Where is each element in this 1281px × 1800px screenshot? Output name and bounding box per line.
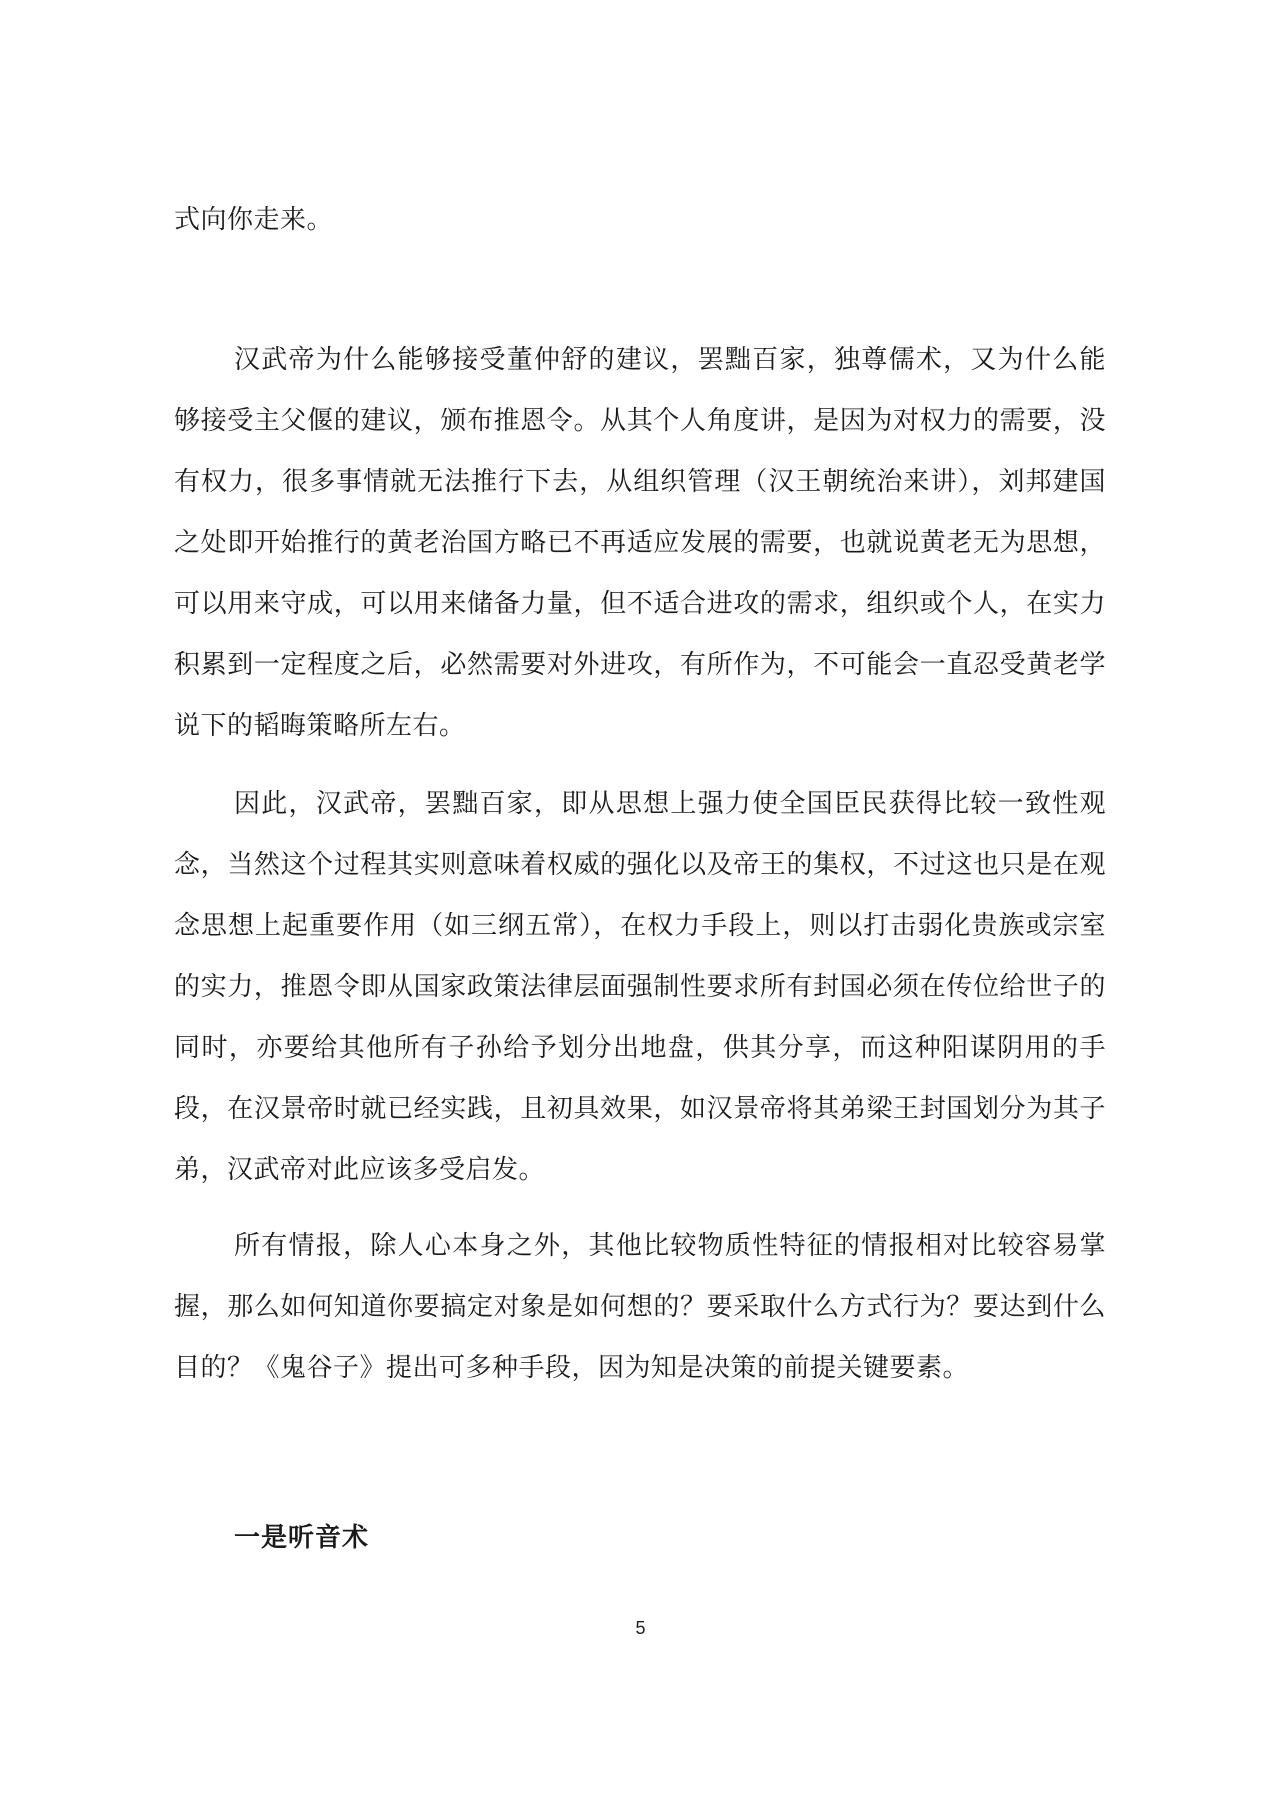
paragraph-continuation: 式向你走来。 xyxy=(174,205,334,235)
paragraph-intelligence: 所有情报，除人心本身之外，其他比较物质性特征的情报相对比较容易掌握，那么如何知道你要搞定对象是如何想的？要采取什么方式行为？要达到什么目的？《鬼谷子》提出可多种手段，因为知是决策的前提关键要素。 xyxy=(174,1231,1106,1383)
paragraph-emperor-wu-reasons: 汉武帝为什么能够接受董仲舒的建议，罢黜百家，独尊儒术，又为什么能够接受主父偃的建议，颁布推恩令。从其个人角度讲，是因为对权力的需要，没有权力，很多事情就无法推行下去，从组织管理（汉王朝统治来讲），刘邦建国之处即开始推行的黄老治国方略已不再适应发展的需要，也就说黄老无为思想，可以用来守成，可以用来储备力量，但不适合进攻的需求，组织或个人，在实力积累到一定程度之后，必然需要对外进攻，有所作为，不可能会一直忍受黄老学说下的韬晦策略所左右。 xyxy=(174,345,1106,741)
paragraph-centralization: 因此，汉武帝，罢黜百家，即从思想上强力使全国臣民获得比较一致性观念，当然这个过程其实则意味着权威的强化以及帝王的集权，不过这也只是在观念思想上起重要作用（如三纲五常），在权力手段上，则以打击弱化贵族或宗室的实力，推恩令即从国家政策法律层面强制性要求所有封国必须在传位给世子的同时，亦要给其他所有子孙给予划分出地盘，供其分享，而这种阳谋阴用的手段，在汉景帝时就已经实践，且初具效果，如汉景帝将其弟梁王封国划分为其子弟，汉武帝对此应该多受启发。 xyxy=(174,789,1106,1185)
section-heading: 一是听音术 xyxy=(234,1523,370,1553)
page-number: 5 xyxy=(635,1618,646,1638)
